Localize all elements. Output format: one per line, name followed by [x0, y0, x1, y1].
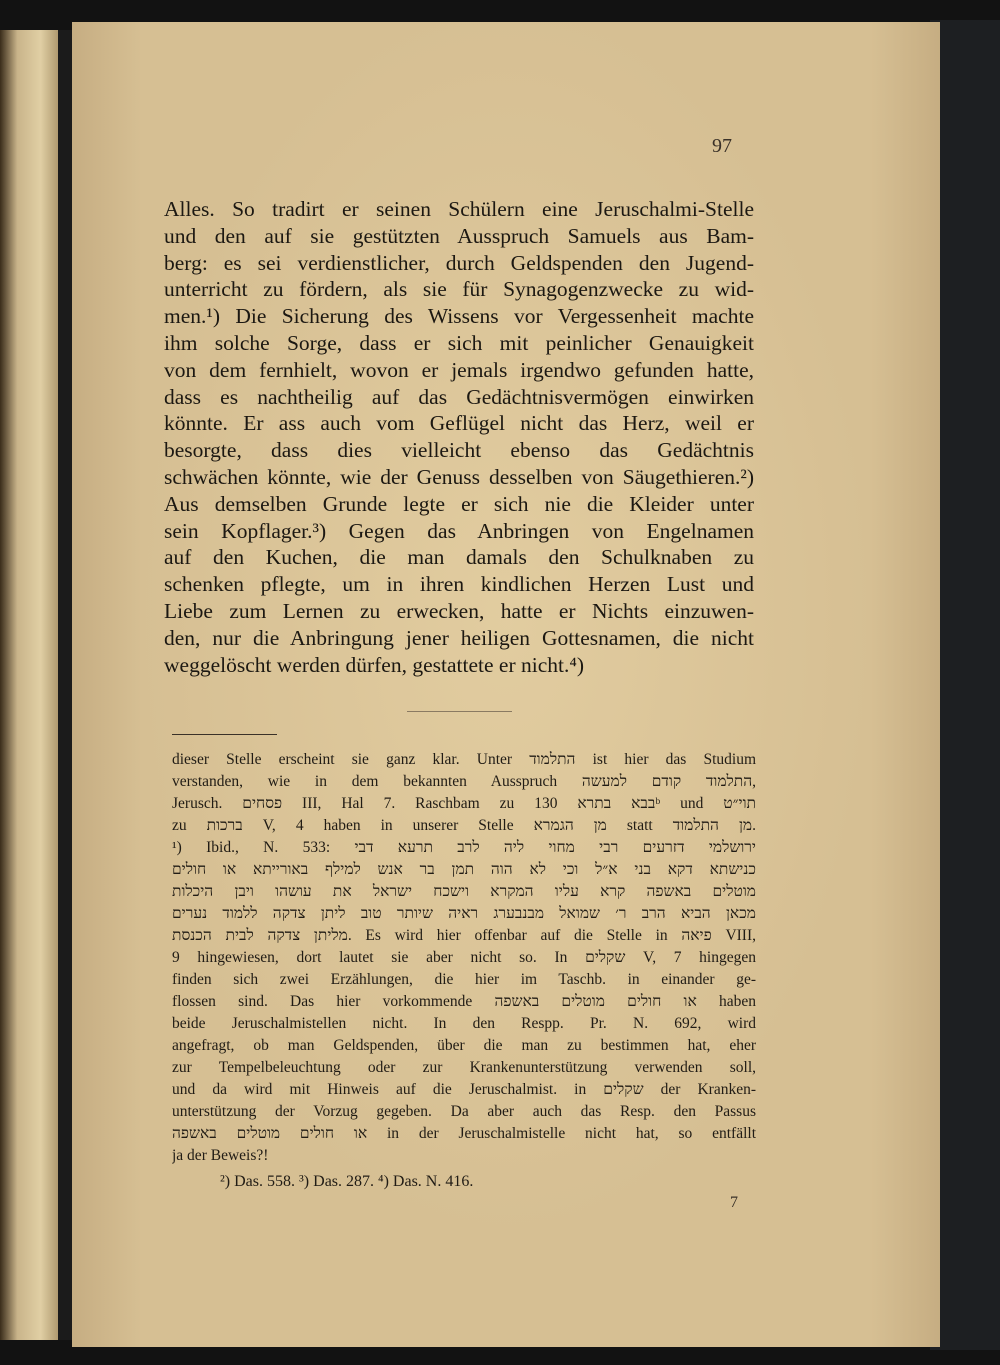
body-line: besorgte, dass dies vielleicht ebenso das Gedächtnis [164, 438, 754, 463]
footnote-line: כנישתא דקא בני א״ל וכי לא הוה תמן בר אנש למילף באורייתא או חולים [172, 861, 756, 878]
body-line: von dem fernhielt, wovon er jemals irgendwo gefunden hatte, [164, 357, 754, 382]
body-text [164, 196, 754, 678]
book-page-edges [0, 30, 58, 1340]
footnote-references: ²) Das. 558. ³) Das. 287. ⁴) Das. N. 416. [220, 1173, 474, 1190]
footnote-line: ja der Beweis?! [172, 1147, 269, 1164]
body-line: ihm solche Sorge, dass er sich mit peinlicher Genauigkeit [164, 330, 754, 355]
footnote-line: flossen sind. Das hier vorkommende או חולים מוטלים באשפה haben [172, 993, 756, 1010]
footnote-line: unterstützung der Vorzug gegeben. Da aber auch das Resp. den Passus [172, 1103, 756, 1120]
footnote-line: ¹) Ibid., N. 533: ירושלמי דזרעים רבי מחוי ליה לרב תרעא דבי [172, 839, 756, 856]
footnote-line: או חולים מוטלים באשפה in der Jeruschalmistelle nicht hat, so entfällt [172, 1125, 756, 1142]
footnote-line: finden sich zwei Erzählungen, die hier im Taschb. in einander ge- [172, 971, 756, 988]
body-line: men.¹) Die Sicherung des Wissens vor Vergessenheit machte [164, 304, 754, 329]
footnote-line: verstanden, wie in dem bekannten Ausspruch התלמוד קודם למעשה, [172, 773, 756, 790]
footnote-line: zu ברכות V, 4 haben in unserer Stelle מן הגמרא statt מן התלמוד. [172, 817, 756, 834]
body-line: Liebe zum Lernen zu erwecken, hatte er Nichts einzuwen- [164, 598, 754, 623]
page-number: 97 [712, 135, 732, 157]
body-line: unterricht zu fördern, als sie für Synagogenzwecke zu wid- [164, 277, 754, 302]
body-line: schwächen könnte, wie der Genuss desselben von Säugethieren.²) [164, 464, 754, 489]
section-divider [407, 711, 512, 712]
body-line: und den auf sie gestützten Ausspruch Samuels aus Bam- [164, 223, 754, 248]
footnote-divider [172, 734, 277, 735]
book-cover [930, 20, 1000, 1350]
footnote-line: מליתן צדקה לבית הכנסת. Es wird hier offenbar auf die Stelle in פיאה VIII, [172, 927, 756, 944]
footnote-line: beide Jeruschalmistellen nicht. In den Respp. Pr. N. 692, wird [172, 1015, 756, 1032]
body-line: könnte. Er ass auch vom Geflügel nicht das Herz, weil er [164, 411, 754, 436]
body-line: berg: es sei verdienstlicher, durch Geldspenden den Jugend- [164, 250, 754, 275]
body-line: dass es nachtheilig auf das Gedächtnisvermögen einwirken [164, 384, 754, 409]
footnote-line: dieser Stelle erscheint sie ganz klar. Unter התלמוד ist hier das Studium [172, 751, 756, 768]
body-line: weggelöscht werden dürfen, gestattete er nicht.⁴) [164, 652, 585, 677]
footnote-line: Jerusch. פסחים III, Hal 7. Raschbam zu בבא בתרא 130ᵇ und תוי״ט [172, 795, 756, 812]
book-spine [58, 30, 72, 1340]
body-line: sein Kopflager.³) Gegen das Anbringen von Engelnamen [164, 518, 754, 543]
footnote-line: und da wird mit Hinweis auf die Jeruschalmist. in שקלים der Kranken- [172, 1081, 756, 1098]
body-line: schenken pflegte, um in ihren kindlichen Herzen Lust und [164, 572, 754, 597]
body-line: Alles. So tradirt er seinen Schülern eine Jeruschalmi-Stelle [164, 197, 754, 221]
body-line: auf den Kuchen, die man damals den Schulknaben zu [164, 545, 754, 570]
footnote-line: מכאן הביא הרב ר׳ שמואל מבנבערג ראיה שיותר טוב ליתן צדקה ללמוד נערים [172, 905, 756, 922]
signature-mark: 7 [730, 1194, 738, 1211]
footnote-line: zur Tempelbeleuchtung oder zur Krankenunterstützung verwenden soll, [172, 1059, 756, 1076]
body-line: Aus demselben Grunde legte er sich nie die Kleider unter [164, 491, 754, 516]
body-line: den, nur die Anbringung jener heiligen Gottesnamen, die nicht [164, 625, 754, 650]
book-page [72, 22, 940, 1347]
footnote-line: 9 hingewiesen, dort lautet sie aber nicht so. In שקלים V, 7 hingegen [172, 949, 756, 966]
footnote-line: angefragt, ob man Geldspenden, über die man zu bestimmen hat, eher [172, 1037, 756, 1054]
footnote-line: מוטלים באשפה קרא עליו המקרא וישכח ישראל את עושהו ויבן היכלות [172, 883, 756, 900]
footnotes [172, 749, 756, 1193]
